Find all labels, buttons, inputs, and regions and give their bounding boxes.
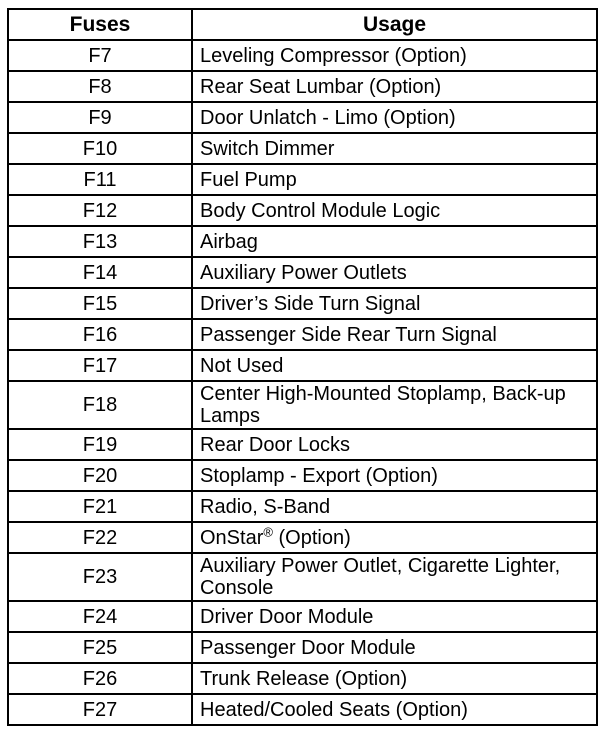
usage-cell: Driver Door Module — [192, 601, 597, 632]
fuse-cell: F9 — [8, 102, 192, 133]
usage-cell: Trunk Release (Option) — [192, 663, 597, 694]
table-row — [8, 350, 597, 381]
usage-cell: Center High-Mounted Stoplamp, Back-up Lamps — [192, 381, 597, 429]
header-row — [8, 9, 597, 40]
usage-header: Usage — [192, 9, 597, 40]
table-row — [8, 257, 597, 288]
usage-cell: Rear Door Locks — [192, 429, 597, 460]
table-row — [8, 522, 597, 553]
table-row — [8, 164, 597, 195]
usage-cell: Rear Seat Lumbar (Option) — [192, 71, 597, 102]
fuse-cell: F16 — [8, 319, 192, 350]
usage-cell: Door Unlatch - Limo (Option) — [192, 102, 597, 133]
fuse-cell: F27 — [8, 694, 192, 725]
fuse-cell: F23 — [8, 553, 192, 601]
table-row — [8, 491, 597, 522]
table-row — [8, 40, 597, 71]
fuse-cell: F18 — [8, 381, 192, 429]
fuse-cell: F10 — [8, 133, 192, 164]
fuse-cell: F8 — [8, 71, 192, 102]
fuse-cell: F21 — [8, 491, 192, 522]
usage-cell: Heated/Cooled Seats (Option) — [192, 694, 597, 725]
fuse-cell: F26 — [8, 663, 192, 694]
fuse-cell: F17 — [8, 350, 192, 381]
table-row — [8, 632, 597, 663]
usage-cell: Passenger Door Module — [192, 632, 597, 663]
table-row — [8, 71, 597, 102]
table-row — [8, 694, 597, 725]
usage-cell: OnStar® (Option) — [192, 522, 597, 553]
fuse-cell: F19 — [8, 429, 192, 460]
fuse-cell: F14 — [8, 257, 192, 288]
usage-cell: Passenger Side Rear Turn Signal — [192, 319, 597, 350]
fuse-cell: F13 — [8, 226, 192, 257]
usage-cell: Leveling Compressor (Option) — [192, 40, 597, 71]
fuse-cell: F15 — [8, 288, 192, 319]
table-row — [8, 133, 597, 164]
table-row — [8, 663, 597, 694]
fuse-cell: F7 — [8, 40, 192, 71]
fuse-cell: F20 — [8, 460, 192, 491]
usage-cell: Auxiliary Power Outlets — [192, 257, 597, 288]
usage-cell: Airbag — [192, 226, 597, 257]
fuse-cell: F11 — [8, 164, 192, 195]
fuse-cell: F25 — [8, 632, 192, 663]
registered-mark: ® — [263, 523, 273, 539]
table-row — [8, 601, 597, 632]
fuse-cell: F12 — [8, 195, 192, 226]
usage-cell: Body Control Module Logic — [192, 195, 597, 226]
usage-cell: Driver’s Side Turn Signal — [192, 288, 597, 319]
table-row — [8, 319, 597, 350]
usage-cell: Fuel Pump — [192, 164, 597, 195]
table-row — [8, 102, 597, 133]
fuse-cell: F24 — [8, 601, 192, 632]
table-row — [8, 429, 597, 460]
usage-cell: Stoplamp - Export (Option) — [192, 460, 597, 491]
table-row — [8, 195, 597, 226]
usage-cell: Radio, S-Band — [192, 491, 597, 522]
fuse-cell: F22 — [8, 522, 192, 553]
fuse-usage-table — [7, 8, 598, 726]
table-row — [8, 553, 597, 601]
fuses-header: Fuses — [8, 9, 192, 40]
table-row — [8, 226, 597, 257]
table-row — [8, 460, 597, 491]
usage-cell: Auxiliary Power Outlet, Cigarette Lighter, Console — [192, 553, 597, 601]
table-row — [8, 381, 597, 429]
table-row — [8, 288, 597, 319]
fuse-rows — [8, 40, 597, 725]
usage-cell: Switch Dimmer — [192, 133, 597, 164]
usage-cell: Not Used — [192, 350, 597, 381]
